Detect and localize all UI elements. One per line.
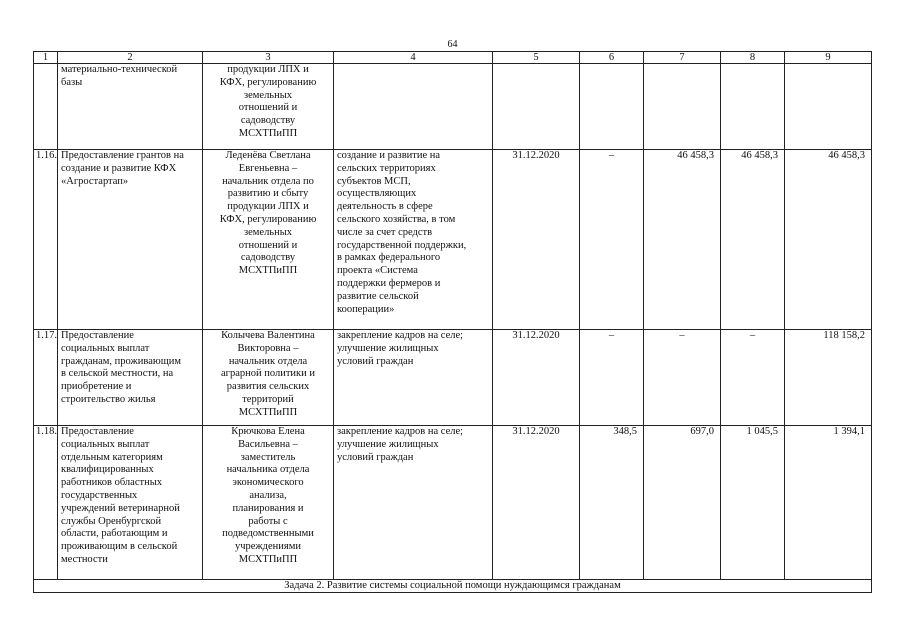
table-row: [34, 64, 872, 150]
expected-result: [334, 64, 493, 150]
header-cell: 7: [644, 52, 721, 64]
header-cell: 5: [493, 52, 580, 64]
row-number: 1.17.: [34, 330, 58, 426]
value-col7: 697,0: [644, 426, 721, 580]
table-row: [34, 426, 872, 580]
header-cell: 4: [334, 52, 493, 64]
responsible-person: Леденёва Светлана Евгеньевна – начальник отдела по развитию и сбыту продукции ЛПХ и КФХ, регулированию земельных отношений и садоводству МСХТПиПП: [203, 150, 334, 330]
value-col9: 118 158,2: [785, 330, 872, 426]
deadline-date: 31.12.2020: [493, 330, 580, 426]
activity-name: Предоставление грантов на создание и развитие КФХ «Агростартап»: [58, 150, 203, 330]
activity-name: Предоставление социальных выплат отдельным категориям квалифицированных работников областных государственных учреждений ветеринарной службы Оренбургской области, работающим и проживающим в сельской местности: [58, 426, 203, 580]
page-number: 64: [447, 39, 458, 50]
deadline-date: [493, 64, 580, 150]
value-col6: 348,5: [580, 426, 644, 580]
value-col8: –: [721, 330, 785, 426]
row-number: 1.18.: [34, 426, 58, 580]
responsible-person: Крючкова Елена Васильевна – заместитель начальника отдела экономического анализа, планирования и работы с подведомственными учреждениями МСХТПиПП: [203, 426, 334, 580]
header-row: [34, 52, 872, 64]
value-col6: –: [580, 150, 644, 330]
value-col9: [785, 64, 872, 150]
value-col8: [721, 64, 785, 150]
deadline-date: 31.12.2020: [493, 150, 580, 330]
table-row: [34, 330, 872, 426]
value-col7: 46 458,3: [644, 150, 721, 330]
value-col9: 1 394,1: [785, 426, 872, 580]
header-cell: 8: [721, 52, 785, 64]
value-col6: –: [580, 330, 644, 426]
activity-name: Предоставление социальных выплат гражданам, проживающим в сельской местности, на приобретение и строительство жилья: [58, 330, 203, 426]
value-col9: 46 458,3: [785, 150, 872, 330]
responsible-person: продукции ЛПХ и КФХ, регулированию земельных отношений и садоводству МСХТПиПП: [203, 64, 334, 150]
task-heading: Задача 2. Развитие системы социальной помощи нуждающимся гражданам: [34, 580, 872, 593]
table-row: [34, 150, 872, 330]
header-cell: 6: [580, 52, 644, 64]
deadline-date: 31.12.2020: [493, 426, 580, 580]
value-col8: 46 458,3: [721, 150, 785, 330]
task-heading-row: [34, 580, 872, 593]
responsible-person: Колычева Валентина Викторовна – начальник отдела аграрной политики и развития сельских территорий МСХТПиПП: [203, 330, 334, 426]
value-col8: 1 045,5: [721, 426, 785, 580]
value-col6: [580, 64, 644, 150]
header-cell: 3: [203, 52, 334, 64]
activity-name: материально-технической базы: [58, 64, 203, 150]
header-cell: 9: [785, 52, 872, 64]
header-cell: 2: [58, 52, 203, 64]
expected-result: закрепление кадров на селе; улучшение жилищных условий граждан: [334, 330, 493, 426]
value-col7: –: [644, 330, 721, 426]
row-number: [34, 64, 58, 150]
expected-result: закрепление кадров на селе; улучшение жилищных условий граждан: [334, 426, 493, 580]
activities-table: [33, 51, 872, 593]
header-cell: 1: [34, 52, 58, 64]
row-number: 1.16.: [34, 150, 58, 330]
value-col7: [644, 64, 721, 150]
expected-result: создание и развитие на сельских территориях субъектов МСП, осуществляющих деятельность в сфере сельского хозяйства, в том числе за счет средств государственной поддержки, в рамках федерального проекта «Система поддержки фермеров и развитие сельской кооперации»: [334, 150, 493, 330]
